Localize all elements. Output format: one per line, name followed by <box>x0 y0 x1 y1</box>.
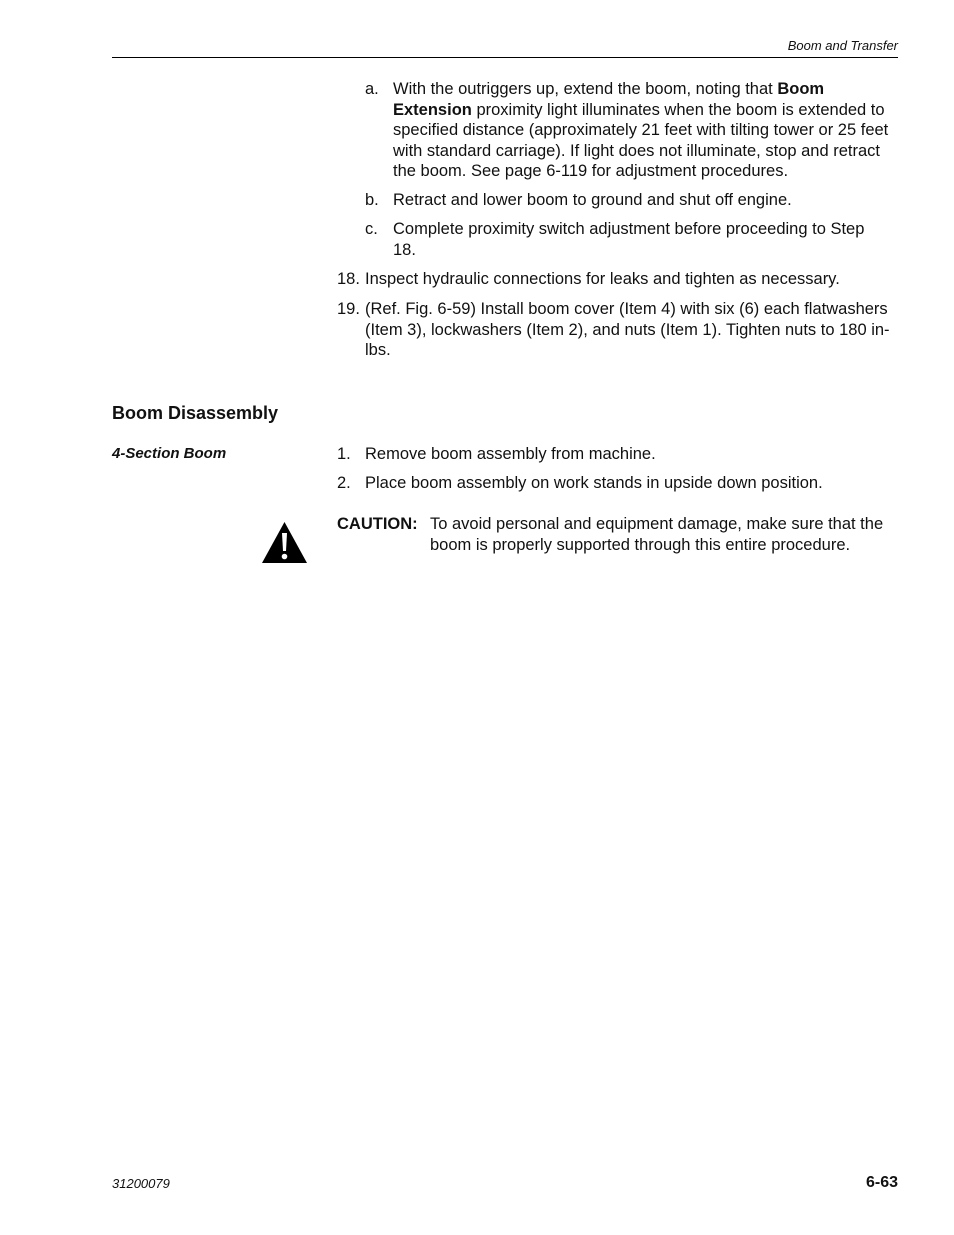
step-text: Place boom assembly on work stands in upside down position. <box>365 474 823 492</box>
substep-marker: c. <box>365 220 378 238</box>
step-19 <box>337 299 898 361</box>
substep-b <box>365 190 898 211</box>
substep-text-part: proximity light illuminates when the boom is extended to specified distance (approximately 21 feet with tilting tower or 25 feet with standard carriage). If light does not illuminate, stop and retract the boom. See page 6-119 for adjustment procedures. <box>393 100 889 180</box>
subsection-heading: 4-Section Boom <box>112 445 227 462</box>
step-1 <box>337 444 898 465</box>
caution-label: CAUTION: <box>337 515 418 533</box>
substep-text: Complete proximity switch adjustment before proceeding to Step 18. <box>393 220 865 259</box>
substep-c <box>365 219 885 260</box>
running-header-title: Boom and Transfer <box>787 38 898 53</box>
step-text: (Ref. Fig. 6-59) Install boom cover (Item 4) with six (6) each flatwashers (Item 3), lockwashers (Item 2), and nuts (Item 1). Tighten nuts to 180 in-lbs. <box>365 300 890 359</box>
header-rule <box>112 57 898 58</box>
step-marker: 2. <box>337 474 351 492</box>
boom-extension-term: Boom Extension <box>393 80 825 119</box>
warning-triangle-icon <box>261 521 308 564</box>
step-text: Remove boom assembly from machine. <box>365 445 656 463</box>
document-number: 31200079 <box>112 1176 170 1191</box>
step-18 <box>337 269 898 290</box>
substep-text-part: With the outriggers up, extend the boom, noting that <box>393 80 778 98</box>
section-heading: Boom Disassembly <box>112 403 279 423</box>
caution-text: To avoid personal and equipment damage, make sure that the boom is properly supported through this entire procedure. <box>430 515 884 554</box>
step-marker: 18. <box>337 270 360 288</box>
step-marker: 1. <box>337 445 351 463</box>
step-text: Inspect hydraulic connections for leaks and tighten as necessary. <box>365 270 840 288</box>
step-2 <box>337 473 898 494</box>
substep-marker: a. <box>365 80 379 98</box>
page-number: 6-63 <box>865 1174 898 1191</box>
substep-a <box>365 79 898 182</box>
caution-block <box>337 514 898 555</box>
substep-text: Retract and lower boom to ground and shut off engine. <box>393 191 792 209</box>
substep-marker: b. <box>365 191 379 209</box>
substep-text <box>393 79 898 182</box>
step-marker: 19. <box>337 300 360 318</box>
